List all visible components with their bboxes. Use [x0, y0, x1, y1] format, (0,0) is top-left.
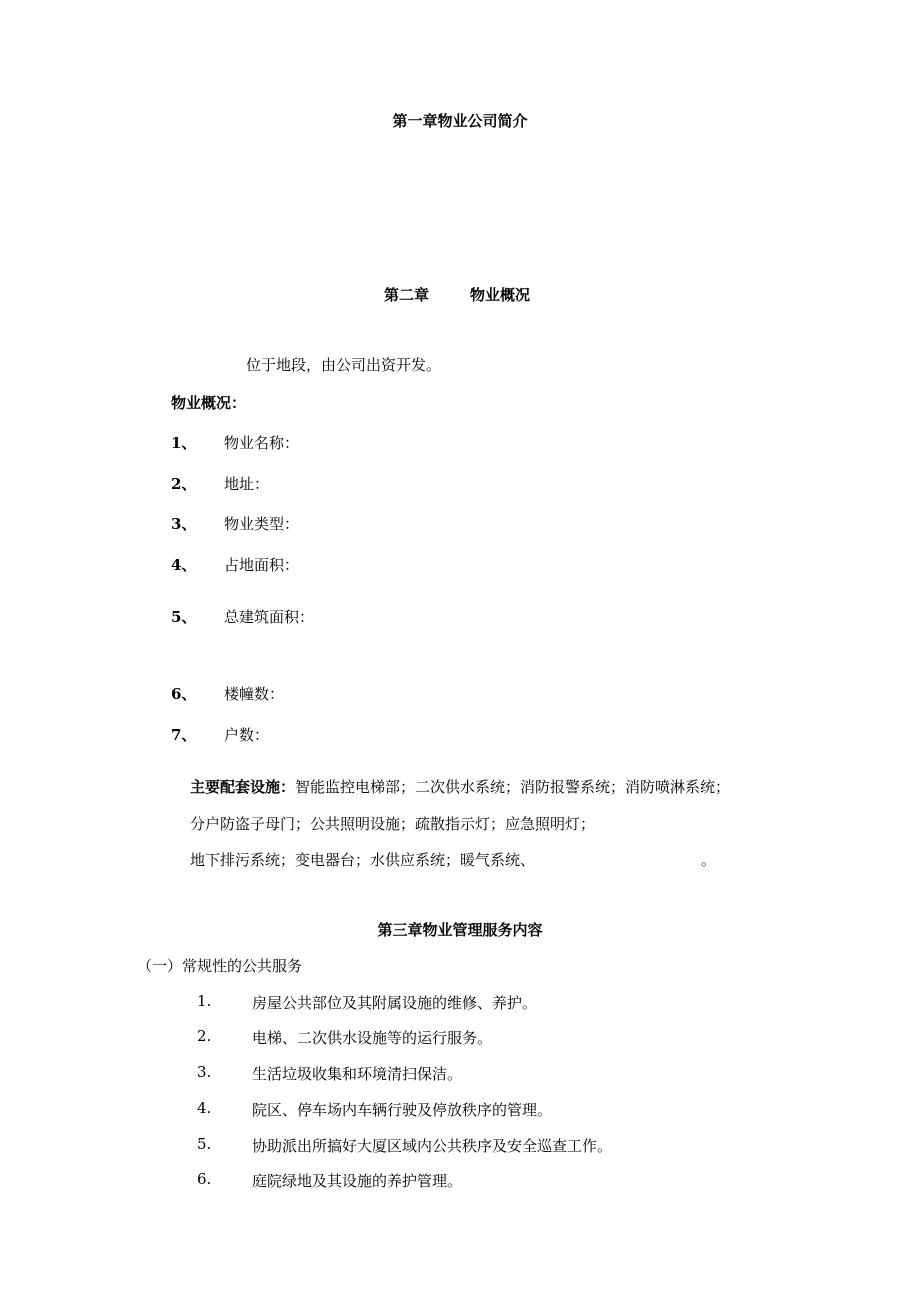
property-intro: 位于地段，由公司出资开发。	[246, 356, 442, 374]
facilities-line-3: 地下排污系统；变电器台；水供应系统；暖气系统、	[190, 851, 536, 869]
list-item-text: 生活垃圾收集和环境清扫保洁。	[252, 1065, 463, 1083]
list-item-text: 庭院绿地及其设施的养护管理。	[252, 1172, 463, 1190]
chapter-2-number: 第二章	[384, 286, 430, 304]
list-item-label: 楼幢数：	[224, 685, 285, 703]
list-item-text: 院区、停车场内车辆行驶及停放秩序的管理。	[252, 1101, 553, 1119]
list-item-number: 5.	[197, 1135, 212, 1153]
list-item-label: 占地面积：	[224, 556, 300, 574]
list-item-number: 5、	[171, 608, 197, 626]
overview-label: 物业概况：	[171, 394, 247, 412]
list-item-number: 6、	[171, 685, 197, 703]
facilities-line-2: 分户防盗子母门；公共照明设施；疏散指示灯；应急照明灯；	[190, 815, 596, 833]
list-item-text: 协助派出所搞好大厦区域内公共秩序及安全巡查工作。	[252, 1137, 613, 1155]
facilities-end-mark: 。	[701, 851, 717, 869]
list-item-text: 电梯、二次供水设施等的运行服务。	[252, 1029, 493, 1047]
list-item-number: 1、	[171, 434, 197, 452]
list-item-label: 物业名称：	[224, 434, 300, 452]
list-item-number: 6.	[197, 1170, 212, 1188]
list-item-label: 地址：	[224, 475, 270, 493]
list-item-label: 户数：	[224, 726, 270, 744]
list-item-number: 3.	[197, 1063, 212, 1081]
list-item-number: 2、	[171, 475, 197, 493]
section-1-title: （一）常规性的公共服务	[137, 957, 303, 975]
list-item-number: 7、	[171, 726, 197, 744]
list-item-number: 3、	[171, 515, 197, 533]
chapter-3-title: 第三章物业管理服务内容	[377, 921, 543, 939]
list-item-number: 2.	[197, 1027, 212, 1045]
list-item-number: 4、	[171, 556, 197, 574]
chapter-2-title: 物业概况	[470, 286, 531, 304]
list-item-number: 1.	[197, 992, 212, 1010]
list-item-text: 房屋公共部位及其附属设施的维修、养护。	[252, 994, 538, 1012]
list-item-number: 4.	[197, 1099, 212, 1117]
facilities-line-1	[190, 776, 730, 797]
facilities-label: 主要配套设施：	[190, 778, 296, 796]
chapter-1-title: 第一章物业公司简介	[392, 112, 528, 130]
list-item-label: 总建筑面积：	[224, 608, 315, 626]
facilities-text: 智能监控电梯部；二次供水系统；消防报警系统；消防喷淋系统；	[295, 778, 731, 796]
list-item-label: 物业类型：	[224, 515, 300, 533]
